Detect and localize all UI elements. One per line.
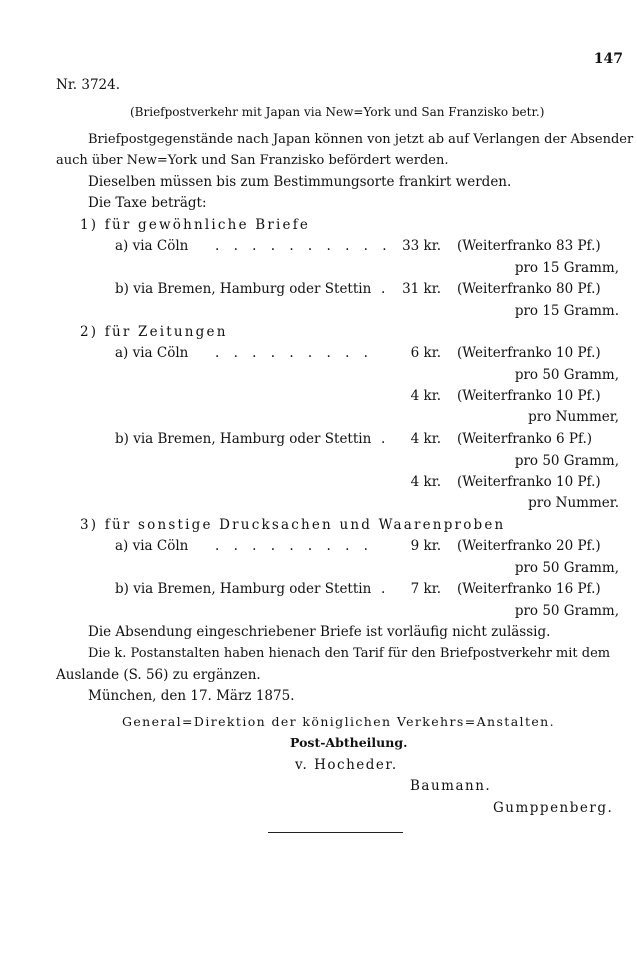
closing-rule xyxy=(268,832,403,833)
tariff-route: a) via Cöln xyxy=(115,538,189,554)
tariff-unit: pro 50 Gramm, xyxy=(514,603,619,619)
tariff-route: a) via Cöln xyxy=(115,238,189,254)
tariff-unit: pro 50 Gramm, xyxy=(514,367,619,383)
tariff-detail: (Weiterfranko 10 Pf.) xyxy=(457,474,601,490)
signer-baumann: Baumann. xyxy=(410,778,492,794)
section-heading: 1) für gewöhnliche Briefe xyxy=(80,217,311,233)
tariff-route: b) via Bremen, Hamburg oder Stettin xyxy=(115,431,372,447)
tariff-detail: (Weiterfranko 83 Pf.) xyxy=(457,238,601,254)
page-number: 147 xyxy=(593,51,623,67)
tariff-detail: (Weiterfranko 80 Pf.) xyxy=(457,281,601,297)
leader-dots: . . . . . . . . . xyxy=(215,345,373,361)
tariff-detail: (Weiterfranko 16 Pf.) xyxy=(457,581,601,597)
tariff-amount: 4 kr. xyxy=(410,431,441,447)
registered-mail-note: Die Absendung eingeschriebener Briefe ist vorläufig nicht zulässig. xyxy=(88,624,551,640)
date-line: München, den 17. März 1875. xyxy=(88,688,295,704)
signer-gumppenberg: Gumppenberg. xyxy=(493,800,614,816)
leader-dots: . xyxy=(381,581,391,597)
closing-line-1: Die k. Postanstalten haben hienach den Tarif für den Briefpostverkehr mit dem xyxy=(88,646,611,661)
tariff-amount: 4 kr. xyxy=(410,474,441,490)
ordinance-number: Nr. 3724. xyxy=(56,77,121,93)
tariff-detail: (Weiterfranko 10 Pf.) xyxy=(457,345,601,361)
tariff-detail: (Weiterfranko 10 Pf.) xyxy=(457,388,601,404)
tariff-amount: 9 kr. xyxy=(410,538,441,554)
leader-dots: . . . . . . . . . . xyxy=(215,238,392,254)
tariff-intro: Die Taxe beträgt: xyxy=(88,195,207,211)
closing-line-2: Auslande (S. 56) zu ergänzen. xyxy=(56,667,261,683)
tariff-amount: 33 kr. xyxy=(402,238,441,254)
franking-sentence: Dieselben müssen bis zum Bestimmungsorte frankirt werden. xyxy=(88,174,512,190)
leader-dots: . . . . . . . . . xyxy=(215,538,373,554)
tariff-detail: (Weiterfranko 6 Pf.) xyxy=(457,431,593,447)
tariff-unit: pro Nummer. xyxy=(528,495,619,511)
tariff-route: b) via Bremen, Hamburg oder Stettin xyxy=(115,281,372,297)
tariff-unit: pro Nummer, xyxy=(528,409,619,425)
tariff-unit: pro 50 Gramm, xyxy=(514,560,619,576)
signer-hocheder: v. Hocheder. xyxy=(295,757,398,773)
tariff-amount: 4 kr. xyxy=(410,388,441,404)
leader-dots: . xyxy=(381,431,391,447)
department: Post-Abtheilung. xyxy=(290,735,408,750)
section-heading: 2) für Zeitungen xyxy=(80,324,228,340)
tariff-route: a) via Cöln xyxy=(115,345,189,361)
tariff-amount: 31 kr. xyxy=(402,281,441,297)
section-heading: 3) für sonstige Drucksachen und Waarenproben xyxy=(80,517,506,533)
tariff-route: b) via Bremen, Hamburg oder Stettin xyxy=(115,581,372,597)
tariff-unit: pro 50 Gramm, xyxy=(514,453,619,469)
tariff-detail: (Weiterfranko 20 Pf.) xyxy=(457,538,601,554)
tariff-unit: pro 15 Gramm. xyxy=(514,303,619,319)
ordinance-subtitle: (Briefpostverkehr mit Japan via New=York und San Franzisko betr.) xyxy=(130,105,545,119)
tariff-unit: pro 15 Gramm, xyxy=(514,260,619,276)
tariff-amount: 7 kr. xyxy=(410,581,441,597)
tariff-amount: 6 kr. xyxy=(410,345,441,361)
leader-dots: . xyxy=(381,281,391,297)
intro-line-1: Briefpostgegenstände nach Japan können von jetzt ab auf Verlangen der Absender xyxy=(88,132,634,147)
issuing-authority: General=Direktion der königlichen Verkehrs=Anstalten. xyxy=(122,714,555,729)
intro-line-2: auch über New=York und San Franzisko befördert werden. xyxy=(56,153,449,168)
